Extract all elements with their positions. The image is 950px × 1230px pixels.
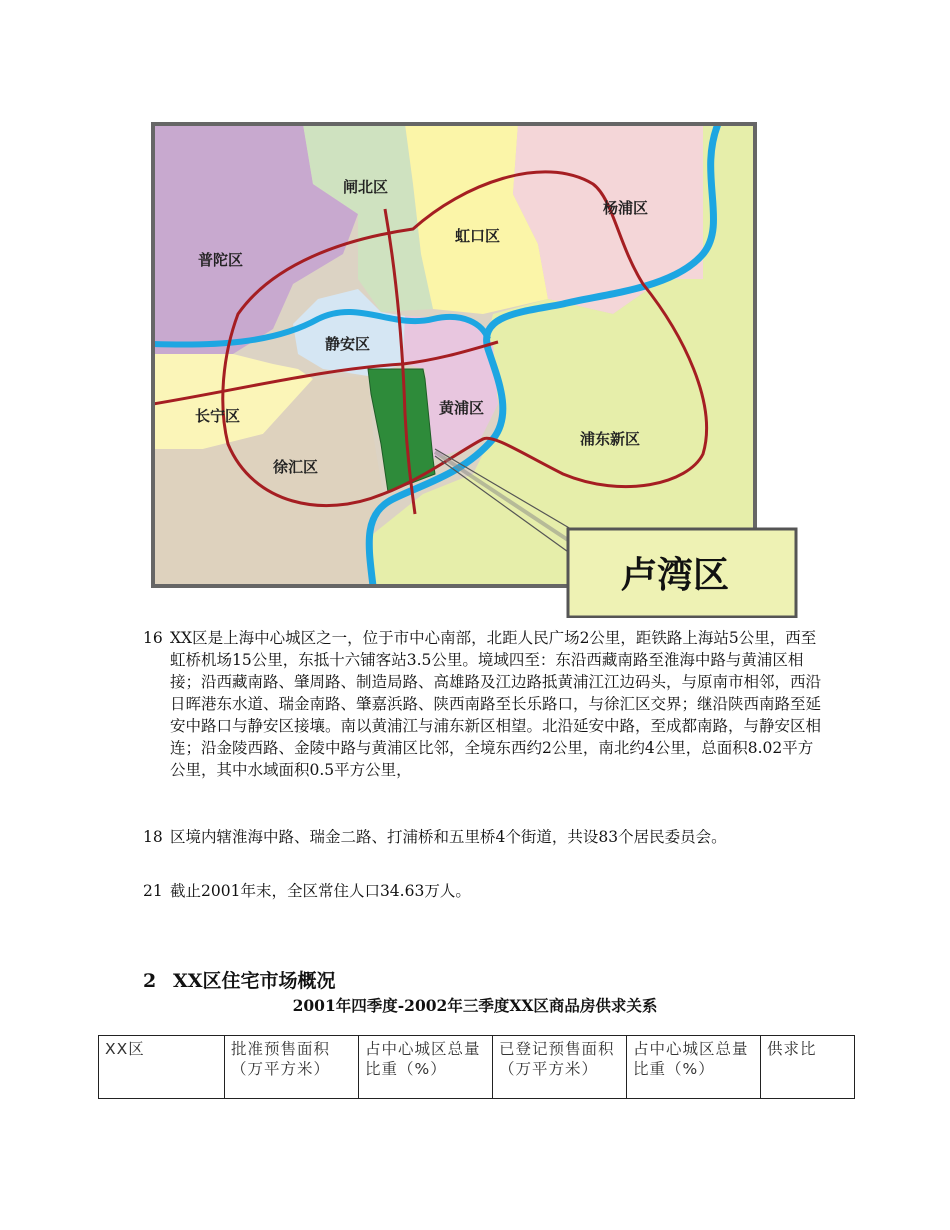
paragraph-location — [143, 627, 823, 781]
paragraph-population — [143, 880, 823, 902]
paragraph-subdistricts — [143, 826, 823, 848]
header-approved-share: 占中心城区总量比重（%） — [359, 1036, 493, 1099]
paragraph-text: 截止2001年末，全区常住人口34.63万人。 — [170, 882, 471, 900]
header-approved-presale-area: 批准预售面积（万平方米） — [225, 1036, 359, 1099]
paragraph-number: 16 — [143, 629, 163, 647]
district-map — [143, 114, 815, 618]
label-pudong: 浦东新区 — [580, 430, 641, 448]
section-title-text: XX区住宅市场概况 — [173, 970, 336, 992]
paragraph-text: XX区是上海中心城区之一，位于市中心南部，北距人民广场2公里，距铁路上海站5公里，西至虹桥机场15公里，东抵十六铺客站3.5公里。境域四至：东沿西藏南路至淮海中路与黄浦区相接；沿西藏南路、肇周路、制造局路、高雄路及江边路抵黄浦江江边码头，与原南市相邻，西沿日晖港东水道、瑞金南路、肇嘉浜路、陕西南路至长乐路口，与徐汇区交界；继沿陕西南路至延安中路口与静安区接壤。南以黄浦江与浦东新区相望。北沿延安中路，至成都南路，与静安区相连；沿金陵西路、金陵中路与黄浦区比邻，全境东西约2公里，南北约4公里，总面积8.02平方公里，其中水域面积0.5平方公里， — [170, 629, 822, 779]
label-yangpu: 杨浦区 — [603, 199, 649, 217]
section-number: 2 — [143, 970, 157, 992]
paragraph-number: 18 — [143, 828, 163, 846]
paragraph-number: 21 — [143, 882, 163, 900]
table-header-row — [99, 1036, 855, 1099]
section-heading — [143, 966, 335, 993]
label-luwan-callout: 卢湾区 — [621, 555, 730, 596]
label-zhabei: 闸北区 — [343, 178, 389, 196]
header-registered-presale-area: 已登记预售面积（万平方米） — [493, 1036, 627, 1099]
label-changning: 长宁区 — [195, 407, 241, 425]
map-svg — [143, 114, 815, 618]
header-supply-demand-ratio: 供求比 — [761, 1036, 855, 1099]
label-hongkou: 虹口区 — [455, 227, 501, 245]
label-putuo: 普陀区 — [198, 251, 244, 269]
paragraph-text: 区境内辖淮海中路、瑞金二路、打浦桥和五里桥4个街道，共设83个居民委员会。 — [170, 828, 727, 846]
supply-demand-table — [98, 1035, 855, 1099]
table-title: 2001年四季度-2002年三季度XX区商品房供求关系 — [292, 996, 658, 1015]
label-huangpu: 黄浦区 — [439, 399, 485, 417]
header-district: XX区 — [99, 1036, 225, 1099]
header-registered-share: 占中心城区总量比重（%） — [627, 1036, 761, 1099]
label-jingan: 静安区 — [325, 335, 371, 353]
label-xuhui: 徐汇区 — [273, 458, 319, 476]
